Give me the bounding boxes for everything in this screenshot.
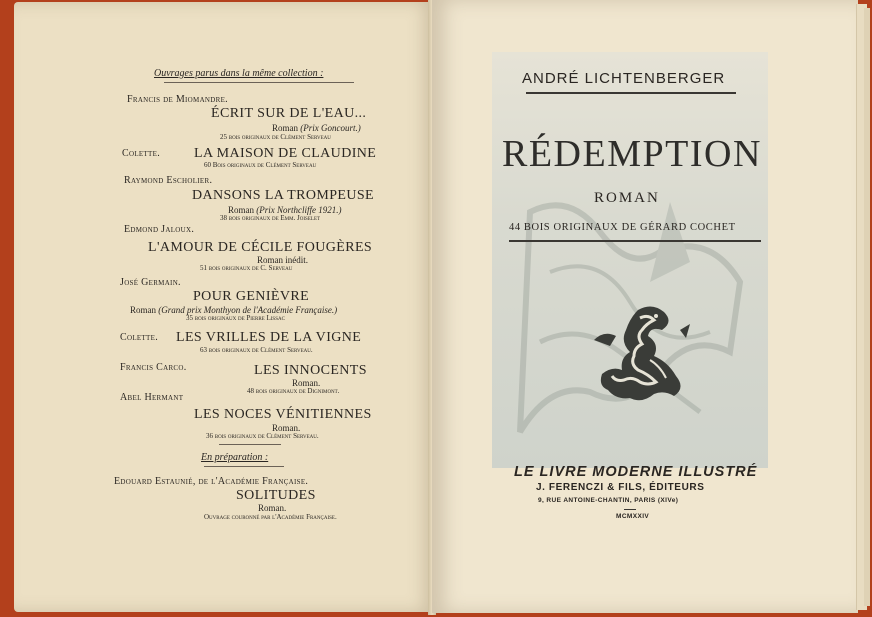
entry-line: 63 bois originaux de Clément Serveau. bbox=[200, 346, 313, 354]
entry-line: 36 bois originaux de Clément Serveau. bbox=[206, 432, 319, 440]
entry-line: Roman (Prix Goncourt.) bbox=[272, 123, 361, 133]
entry-line: Roman inédit. bbox=[257, 255, 308, 265]
entry-line: Roman. bbox=[272, 423, 301, 433]
entry-line: 25 bois originaux de Clément Serveau bbox=[220, 133, 331, 141]
entry-author: Francis Carco. bbox=[120, 362, 187, 373]
entry-title: LA MAISON DE CLAUDINE bbox=[194, 146, 377, 161]
illustrations-credit: 44 BOIS ORIGINAUX DE GÉRARD COCHET bbox=[509, 222, 736, 233]
book-title: RÉDEMPTION bbox=[502, 133, 762, 175]
entry-title: L'AMOUR DE CÉCILE FOUGÈRES bbox=[148, 240, 373, 255]
entry-line: Roman (Prix Northcliffe 1921.) bbox=[228, 205, 342, 215]
entry-author: Raymond Escholier. bbox=[124, 175, 213, 186]
entry-title: DANSONS LA TROMPEUSE bbox=[192, 188, 374, 203]
right-page bbox=[432, 0, 858, 613]
credit-rule bbox=[509, 240, 761, 242]
entry-line: Roman (Grand prix Monthyon de l'Académie Française.) bbox=[130, 305, 338, 315]
entry-line: 35 bois originaux de Pierre Lissac bbox=[186, 314, 285, 322]
entry-author: Colette. bbox=[122, 148, 161, 159]
divider bbox=[204, 466, 284, 467]
prep-line: Roman. bbox=[258, 503, 287, 513]
dragon-woodcut-icon bbox=[590, 300, 692, 408]
entry-title: ÉCRIT SUR DE L'EAU... bbox=[211, 106, 367, 121]
preparation-header: En préparation : bbox=[201, 452, 269, 463]
entry-author: Edmond Jaloux. bbox=[124, 224, 195, 235]
entry-author: José Germain. bbox=[120, 277, 181, 288]
entry-line: 51 bois originaux de C. Serveau bbox=[200, 264, 293, 272]
entry-author: Abel Hermant bbox=[120, 392, 184, 403]
publisher-address: 9, RUE ANTOINE-CHANTIN, PARIS (XIVe) bbox=[538, 497, 679, 504]
publication-year: MCMXXIV bbox=[616, 513, 650, 520]
entry-title: LES VRILLES DE LA VIGNE bbox=[176, 330, 362, 345]
entry-line: 48 bois originaux de Dignimont. bbox=[247, 387, 340, 395]
publisher-name: J. FERENCZI & FILS, ÉDITEURS bbox=[536, 482, 705, 493]
page-edge bbox=[864, 8, 870, 606]
series-name: LE LIVRE MODERNE ILLUSTRÉ bbox=[514, 464, 758, 480]
entry-title: LES INNOCENTS bbox=[254, 363, 367, 378]
book-subtitle: ROMAN bbox=[594, 190, 660, 206]
prep-line: Ouvrage couronné par l'Académie Française. bbox=[204, 513, 337, 521]
header-rule bbox=[164, 82, 354, 83]
author-rule bbox=[526, 92, 736, 94]
year-rule bbox=[624, 509, 636, 510]
entry-author: Colette. bbox=[120, 332, 159, 343]
entry-title: POUR GENIÈVRE bbox=[193, 289, 310, 304]
entry-author: Francis de Miomandre. bbox=[127, 94, 228, 105]
collection-header: Ouvrages parus dans la même collection : bbox=[154, 68, 324, 79]
entry-line: 38 bois originaux de Emm. Joiselet bbox=[220, 214, 321, 222]
prep-title: SOLITUDES bbox=[236, 488, 316, 503]
entry-line: 60 Bois originaux de Clément Serveau bbox=[204, 161, 317, 169]
entry-title: LES NOCES VÉNITIENNES bbox=[194, 407, 372, 422]
book-author: ANDRÉ LICHTENBERGER bbox=[522, 70, 726, 87]
title-cover-panel bbox=[492, 52, 768, 468]
left-page bbox=[14, 2, 434, 612]
entry-line: Roman. bbox=[292, 378, 321, 388]
divider bbox=[219, 444, 281, 445]
prep-author: Edouard Estaunié, de l'Académie Française. bbox=[114, 476, 309, 487]
